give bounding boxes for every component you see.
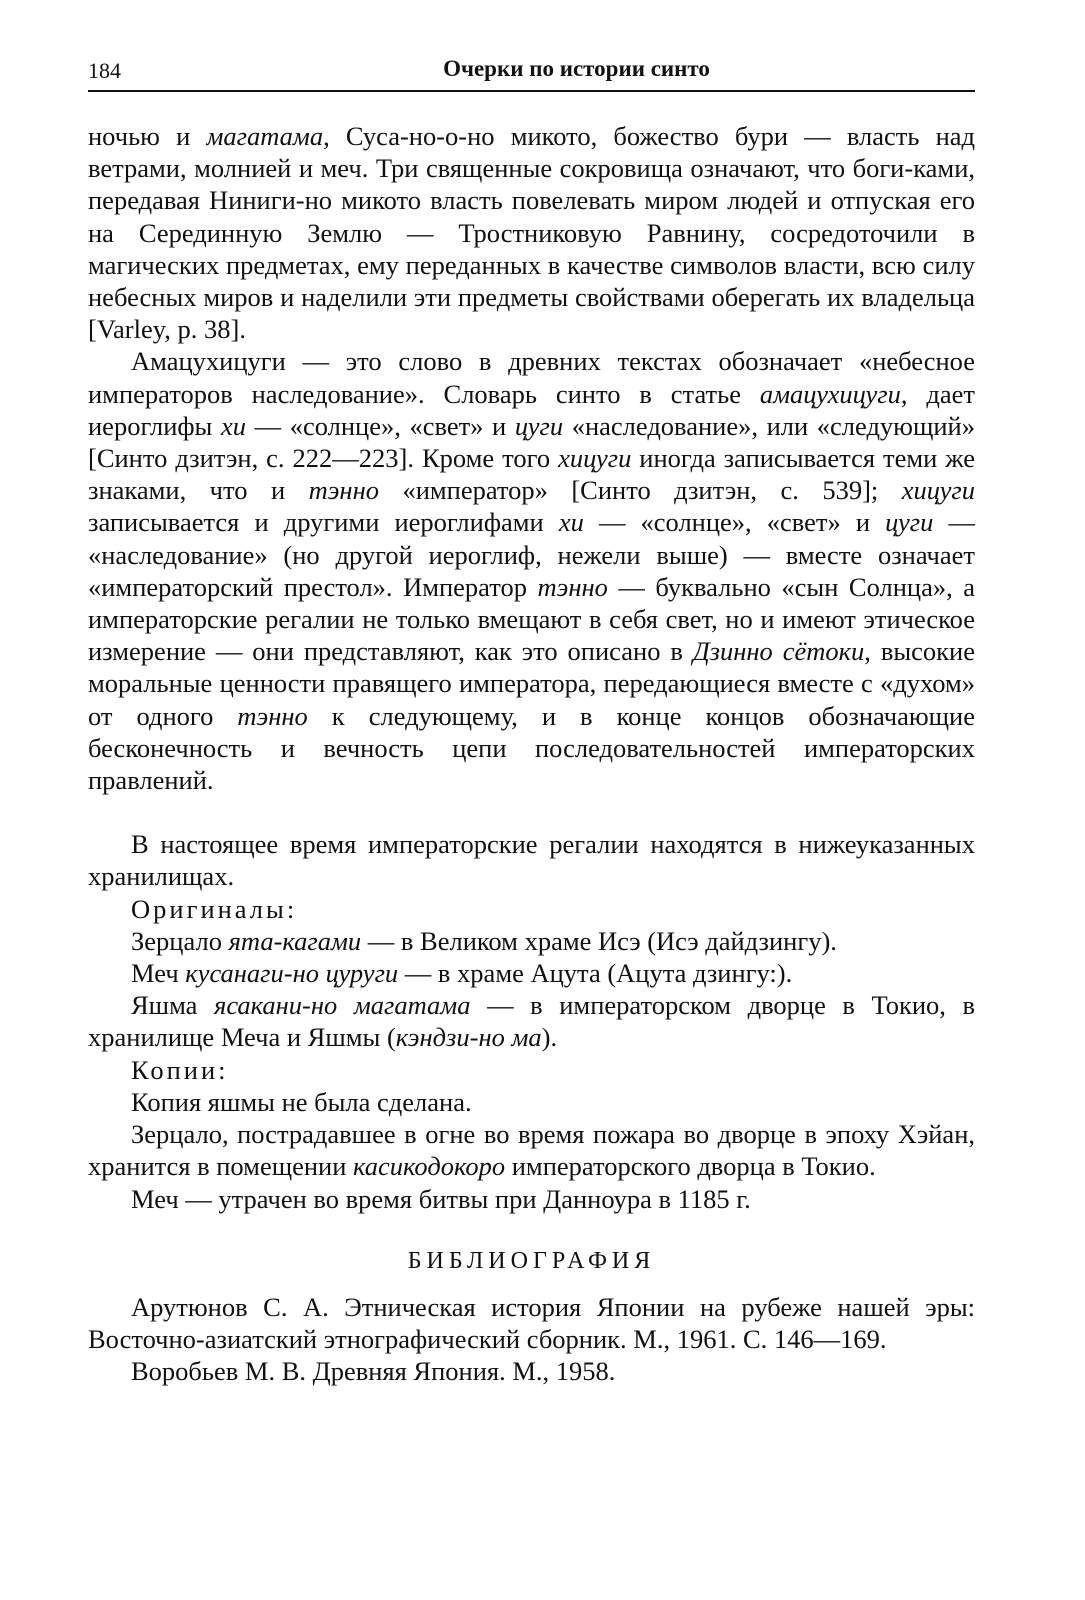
copies-label: Копии: [131,1054,229,1085]
paragraph-continuation: ночью и магатама, Суса-но-о-но микото, божество бури — власть над ветрами, молнией и меч. Три священные сокровища означают, что боги-ками, передавая Ниниги-но микото власть повелевать миром людей и отпуская его на Серединную Землю — Тростниковую Равнину, сосредоточили в магических предметах, ему переданных в качестве символов власти, всю силу небесных миров и наделили эти предметы свойствами оберегать их владельца [Varley, p. 38]. [88,121,975,345]
section-gap [88,1215,975,1245]
section-gap [88,796,975,828]
originals-label: Оригиналы: [131,893,298,924]
original-sword: Меч кусанаги-но цуруги — в храме Ацута (Ацута дзингу:). [131,958,793,989]
original-mirror: Зерцало ята-кагами — в Великом храме Исэ (Исэ дайдзингу). [131,925,837,956]
page-number: 184 [88,58,121,83]
copy-mirror: Зерцало, пострадавшее в огне во время пожара во дворце в эпоху Хэйан, хранится в помещении касикодокоро императорского дворца в Токио. [88,1119,975,1182]
copy-sword: Меч — утрачен во время битвы при Данноура в 1185 г. [131,1183,751,1214]
paragraph-amatsuhitsugi: Амацухицуги — это слово в древних текстах обозначает «небесное императоров наследование». Словарь синто в статье амацухицуги, дает иероглифы хи — «солнце», «свет» и цуги «наследование», или «следующий» [Синто дзитэн, с. 222—223]. Кроме того хицуги иногда записывается теми же знаками, что и тэнно «император» [Синто дзитэн, с. 539]; хицуги записывается и другими иероглифами хи — «солнце», «свет» и цуги — «наследование» (но другой иероглиф, нежели выше) — вместе означает «императорский престол». Император тэнно — буквально «сын Солнца», а императорские регалии не только вмещают в себя свет, но и имеют этическое измерение — они представляют, как это описано в Дзинно сётоки, высокие моральные ценности правящего императора, передающиеся вместе с «духом» от одного тэнно к следующему, и в конце концов обозначающие бесконечность и вечность цепи последовательностей императорских правлений. [88,346,976,796]
body-text [88,120,975,1388]
paragraph-regalia-location: В настоящее время императорские регалии находятся в нижеуказанных хранилищах. [88,829,975,892]
copy-jewel: Копия яшмы не была сделана. [131,1086,472,1117]
original-jewel: Яшма ясакани-но магатама — в императорском дворце в Токио, в хранилище Меча и Яшмы (кэндзи-но ма). [88,990,975,1053]
page-header [88,54,975,92]
bibliography-entry: Воробьев М. В. Древняя Япония. М., 1958. [131,1356,616,1387]
bibliography-heading: БИБЛИОГРАФИЯ [407,1247,656,1274]
running-title: Очерки по истории синто [443,56,710,81]
bibliography-entry: Арутюнов С. А. Этническая история Японии на рубеже нашей эры: Восточно-азиатский этнографический сборник. М., 1961. С. 146—169. [88,1291,975,1355]
